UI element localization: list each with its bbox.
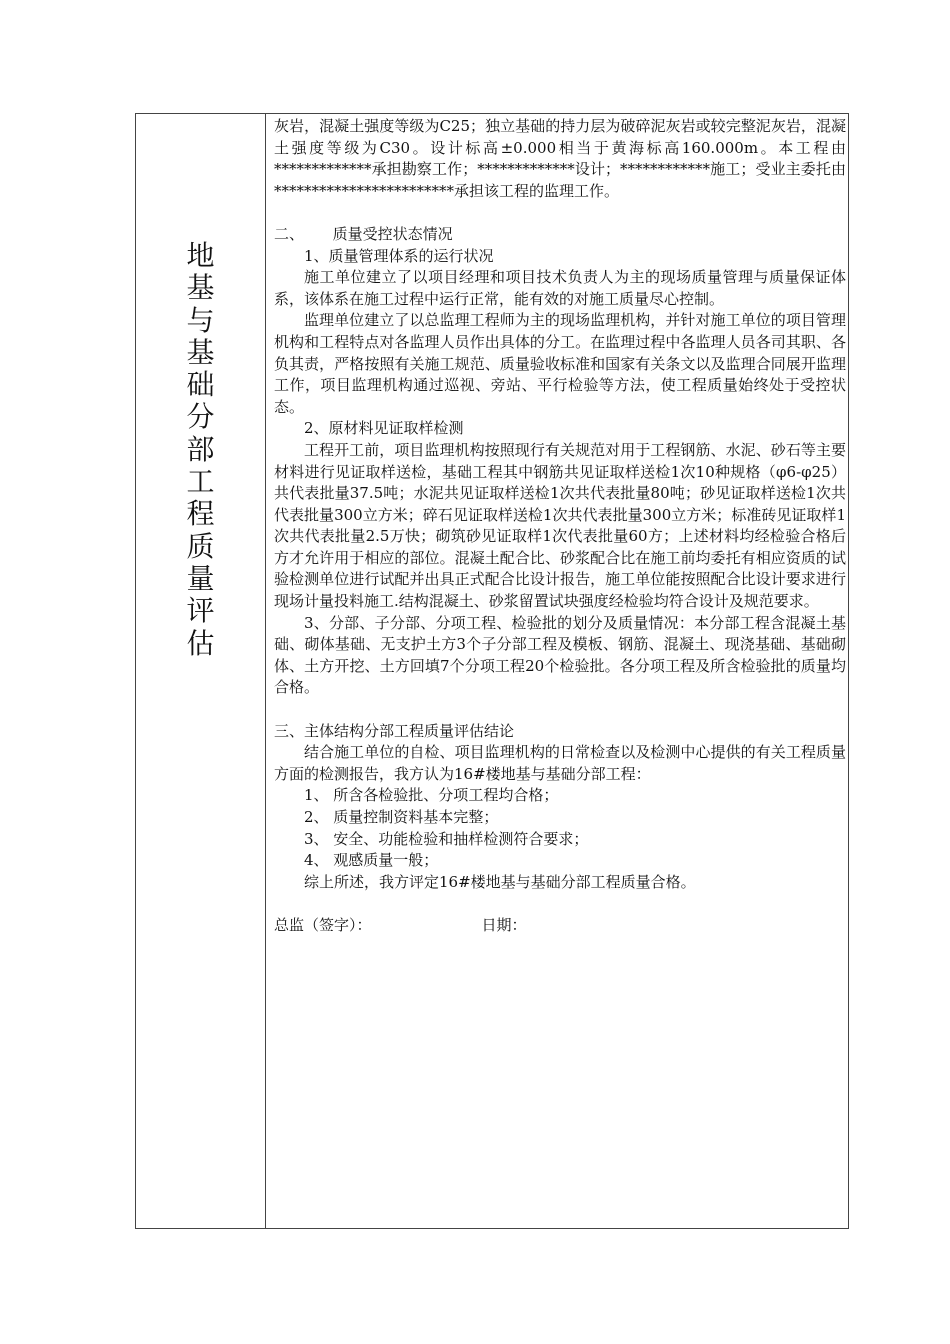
supervisor-signature-label: 总监（签字）：: [274, 915, 372, 934]
s3-item: 4、 观感质量一般；: [304, 851, 439, 870]
section2-heading: 二、 质量受控状态情况: [274, 224, 453, 243]
title-char: 基: [186, 271, 215, 305]
title-char: 部: [186, 432, 215, 466]
s3-item: 1、 所含各检验批、分项工程均合格；: [304, 786, 559, 805]
spacer: [274, 699, 846, 721]
evaluation-table: [135, 113, 849, 1229]
s3-item: 3、 安全、功能检验和抽样检测符合要求；: [304, 829, 589, 848]
title-char: 础: [186, 368, 215, 402]
s2-sub2-heading: 2、原材料见证取样检测: [304, 419, 464, 438]
title-char: 程: [186, 497, 215, 531]
s2-sub3-paragraph: 3、分部、子分部、分项工程、检验批的划分及质量情况：本分部工程含混凝土基础、砌体基础、无支护土方3个子分部工程及模板、钢筋、混凝土、现浇基础、基础砌体、土方开挖、土方回填7个分项工程20个检验批。各分项工程及所含检验批的质量均合格。: [274, 613, 846, 697]
title-char: 基: [186, 335, 215, 369]
vertical-title: [136, 240, 265, 660]
section3-heading: 三、主体结构分部工程质量评估结论: [274, 721, 515, 740]
title-char: 与: [186, 303, 215, 337]
s3-paragraph: 结合施工单位的自检、项目监理机构的日常检查以及检测中心提供的有关工程质量方面的检测报告，我方认为16#楼地基与基础分部工程：: [274, 743, 846, 783]
title-char: 量: [186, 561, 215, 595]
title-char: 分: [186, 400, 215, 434]
s2-sub1-heading: 1、质量管理体系的运行状况: [304, 246, 494, 265]
signature-line: [274, 915, 846, 937]
intro-paragraph: 灰岩，混凝土强度等级为C25；独立基础的持力层为破碎泥灰岩或较完整泥灰岩，混凝土强度等级为C30。设计标高±0.000相当于黄海标高160.000m。本工程由*************承担勘察工作；*************设计；************施工；受业主委托由************************承担该工程的监理工作。: [274, 117, 846, 200]
s3-item: 2、 质量控制资料基本完整；: [304, 808, 499, 826]
left-title-cell: [136, 114, 265, 1228]
title-char: 评: [186, 594, 215, 628]
content-cell: [274, 116, 846, 937]
title-char: 质: [186, 529, 215, 563]
s2-sub2-paragraph: 工程开工前，项目监理机构按照现行有关规范对用于工程钢筋、水泥、砂石等主要材料进行见证取样送检，基础工程其中钢筋共见证取样送检1次10种规格（φ6-φ25）共代表批量37.5吨；水泥共见证取样送检1次共代表批量80吨；砂见证取样送检1次共代表批量300立方米；碎石见证取样送检1次共代表批量300立方米；标准砖见证取样1次共代表批量2.5万快；砌筑砂见证取样1次代表批量60方；上述材料均经检验合格后方才允许用于相应的部位。混凝土配合比、砂浆配合比在施工前均委托有相应资质的试验检测单位进行试配并出具正式配合比设计报告，施工单位能按照配合比设计要求进行现场计量投料施工.结构混凝土、砂浆留置试块强度经检验均符合设计及规范要求。: [274, 440, 846, 611]
s3-conclusion: 综上所述，我方评定16#楼地基与基础分部工程质量合格。: [304, 872, 696, 891]
title-char: 地: [186, 239, 215, 272]
title-char: 估: [186, 626, 215, 660]
title-char: 工: [186, 465, 215, 499]
date-label: 日期：: [481, 915, 527, 934]
column-divider: [265, 114, 266, 1228]
s2-sub1-paragraph-2: 监理单位建立了以总监理工程师为主的现场监理机构，并针对施工单位的项目管理机构和工程特点对各监理人员作出具体的分工。在监理过程中各监理人员各司其职、各负其责，严格按照有关施工规范、质量验收标准和国家有关条文以及监理合同展开监理工作，项目监理机构通过巡视、旁站、平行检验等方法，使工程质量始终处于受控状态。: [274, 311, 846, 416]
s2-sub1-paragraph-1: 施工单位建立了以项目经理和项目技术负责人为主的现场质量管理与质量保证体系，该体系在施工过程中运行正常，能有效的对施工质量尽心控制。: [274, 268, 846, 308]
spacer: [274, 893, 846, 915]
spacer: [274, 202, 846, 224]
